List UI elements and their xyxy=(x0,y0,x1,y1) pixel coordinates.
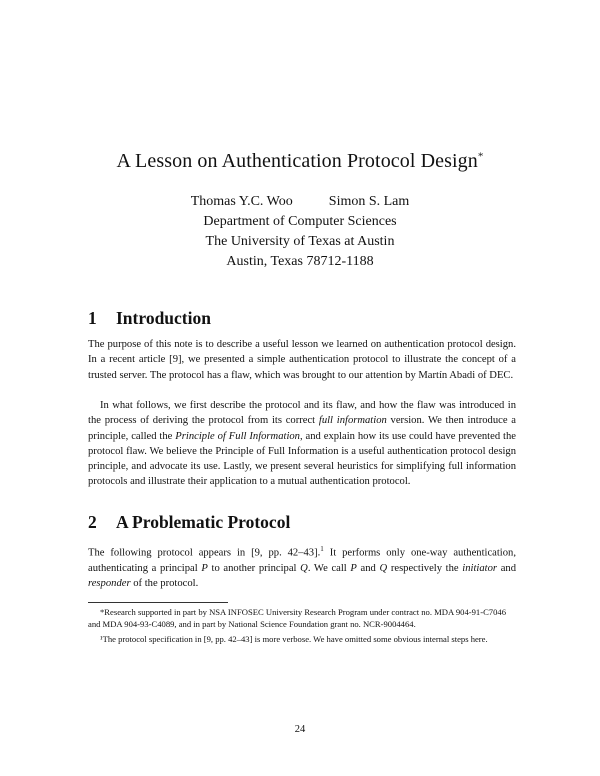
page-number: 24 xyxy=(294,724,306,735)
footnote: ¹The protocol specification in [9, pp. 42–43] is more verbose. We have omitted some obvious internal steps here. xyxy=(100,634,488,644)
paragraph-text: The purpose of this note is to describe a useful lesson we learned on authentication protocol design. In a recent article [9], we presented a simple authentication protocol to illustrate the concept of a trusted server. The protocol has a flaw, which was brought to our attention by Martín Abadi of DEC. xyxy=(88,339,516,381)
paragraph-text: The following protocol appears in [9, pp. 42–43]. xyxy=(88,547,321,559)
paragraph-text: to another principal xyxy=(207,562,301,574)
paragraph-text: version. We then introduce a principle, called the xyxy=(88,415,517,442)
affiliation-line: Austin, Texas 78712-1188 xyxy=(226,254,374,269)
emphasis: initiator xyxy=(462,562,498,574)
section-title: Introduction xyxy=(116,308,211,328)
intro-paragraph-1 xyxy=(88,337,516,383)
math-symbol: Q xyxy=(300,562,308,574)
title-text: A Lesson on Authentication Protocol Design xyxy=(116,150,478,172)
paragraph-text: respectively the xyxy=(387,562,463,574)
paragraph-text: , and explain how its use could have prevented the protocol flaw. We believe the Principle of Full Information is a useful authentication protocol design principle, and advocate its use. Lastly, we present several heuristics for simplifying full information protocols and illustrate their application to a mutual authentication protocol. xyxy=(88,430,516,488)
section-heading-problematic-protocol xyxy=(88,512,290,533)
paragraph-text: and xyxy=(356,562,380,574)
section-heading-introduction xyxy=(88,308,211,329)
paragraph-text: . We call xyxy=(307,562,351,574)
section-number: 2 xyxy=(88,512,97,532)
problem-paragraph xyxy=(88,542,516,591)
author-name: Thomas Y.C. Woo xyxy=(190,194,293,209)
title-footnote-mark: * xyxy=(477,150,484,163)
paper-title xyxy=(0,150,600,173)
footnotes xyxy=(88,602,516,650)
affiliation-line: The University of Texas at Austin xyxy=(205,234,395,249)
section-title: A Problematic Protocol xyxy=(116,512,291,532)
math-symbol: P xyxy=(350,562,357,574)
math-symbol: Q xyxy=(379,562,388,574)
footnote-rule xyxy=(88,602,228,603)
footnote: *Research supported in part by NSA INFOSEC University Research Program under contract no. MDA 904-91-C7046 and MDA 904-93-C4089, and in part by National Science Foundation grant no. NCR-9004464. xyxy=(88,607,506,629)
paragraph-text: and xyxy=(497,562,516,574)
paragraph-text: of the protocol. xyxy=(130,578,199,590)
paragraph-text: It performs only one-way authentication, authenticating a principal xyxy=(88,547,516,574)
author-block xyxy=(0,192,600,272)
intro-paragraph-2 xyxy=(88,398,516,490)
emphasis: Principle of Full Information xyxy=(175,430,300,442)
emphasis: responder xyxy=(88,578,131,590)
math-symbol: P xyxy=(201,562,208,574)
affiliation-line: Department of Computer Sciences xyxy=(203,214,397,229)
section-number: 1 xyxy=(88,308,97,328)
emphasis: full information xyxy=(318,415,387,427)
footnote-mark: 1 xyxy=(320,545,324,553)
author-name: Simon S. Lam xyxy=(328,194,410,209)
author-names xyxy=(0,192,600,212)
paragraph-text: In what follows, we first describe the protocol and its flaw, and how the flaw was introduced in the process of deriving the protocol from its correct xyxy=(88,400,516,427)
